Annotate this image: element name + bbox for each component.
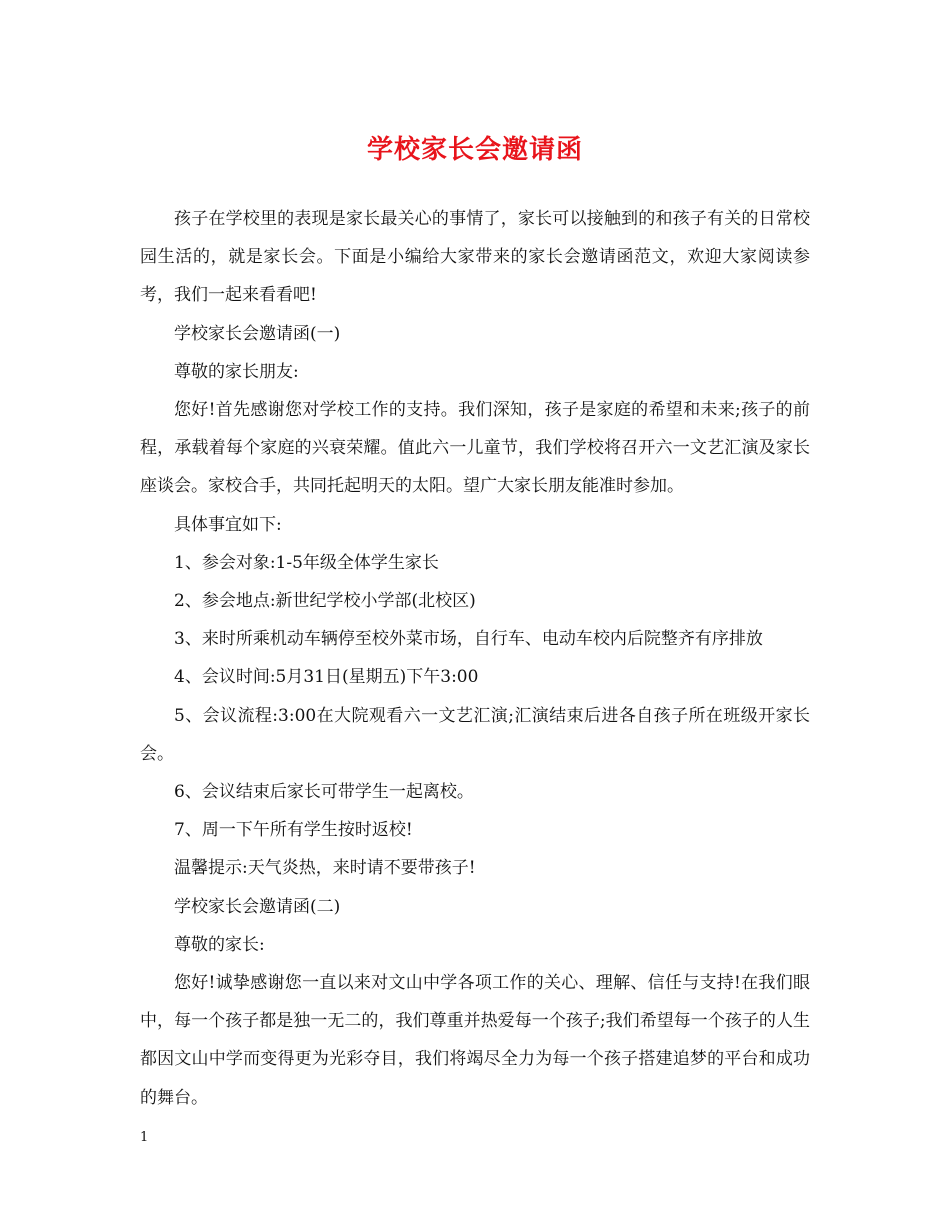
- section-heading-two: 学校家长会邀请函(二): [174, 896, 341, 917]
- section-heading-one: 学校家长会邀请函(一): [174, 323, 341, 344]
- detail-item-6: 6、会议结束后家长可带学生一起离校。: [174, 782, 474, 803]
- salutation-two: 尊敬的家长:: [174, 934, 265, 955]
- letter-one-paragraph: 您好!首先感谢您对学校工作的支持。我们深知，孩子是家庭的希望和未来;孩子的前程，承载着每个家庭的兴衰荣耀。值此六一儿童节，我们学校将召开六一文艺汇演及家长座谈会。家校合手，共同托起明天的太阳。望广大家长朋友能准时参加。: [140, 400, 810, 497]
- reminder-text: 温馨提示:天气炎热，来时请不要带孩子!: [174, 858, 476, 879]
- document-body: [140, 200, 810, 1117]
- detail-item-2: 2、参会地点:新世纪学校小学部(北校区): [174, 591, 476, 612]
- salutation-one: 尊敬的家长朋友:: [174, 361, 299, 382]
- details-heading: 具体事宜如下:: [174, 514, 282, 535]
- letter-two-paragraph: 您好!诚挚感谢您一直以来对文山中学各项工作的关心、理解、信任与支持!在我们眼中，每一个孩子都是独一无二的，我们尊重并热爱每一个孩子;我们希望每一个孩子的人生都因文山中学而变得更为光彩夺目，我们将竭尽全力为每一个孩子搭建追梦的平台和成功的舞台。: [140, 973, 810, 1108]
- page-number: 1: [140, 1130, 149, 1145]
- detail-item-7: 7、周一下午所有学生按时返校!: [174, 820, 413, 841]
- detail-item-1: 1、参会对象:1-5年级全体学生家长: [174, 552, 439, 573]
- detail-item-4: 4、会议时间:5月31日(星期五)下午3:00: [174, 667, 479, 688]
- intro-paragraph: 孩子在学校里的表现是家长最关心的事情了，家长可以接触到的和孩子有关的日常校园生活的，就是家长会。下面是小编给大家带来的家长会邀请函范文，欢迎大家阅读参考，我们一起来看看吧!: [140, 209, 810, 306]
- detail-item-5: 5、会议流程:3:00在大院观看六一文艺汇演;汇演结束后进各自孩子所在班级开家长会。: [140, 705, 810, 764]
- detail-item-3: 3、来时所乘机动车辆停至校外菜市场，自行车、电动车校内后院整齐有序排放: [174, 629, 763, 650]
- document-title: 学校家长会邀请函: [366, 135, 583, 165]
